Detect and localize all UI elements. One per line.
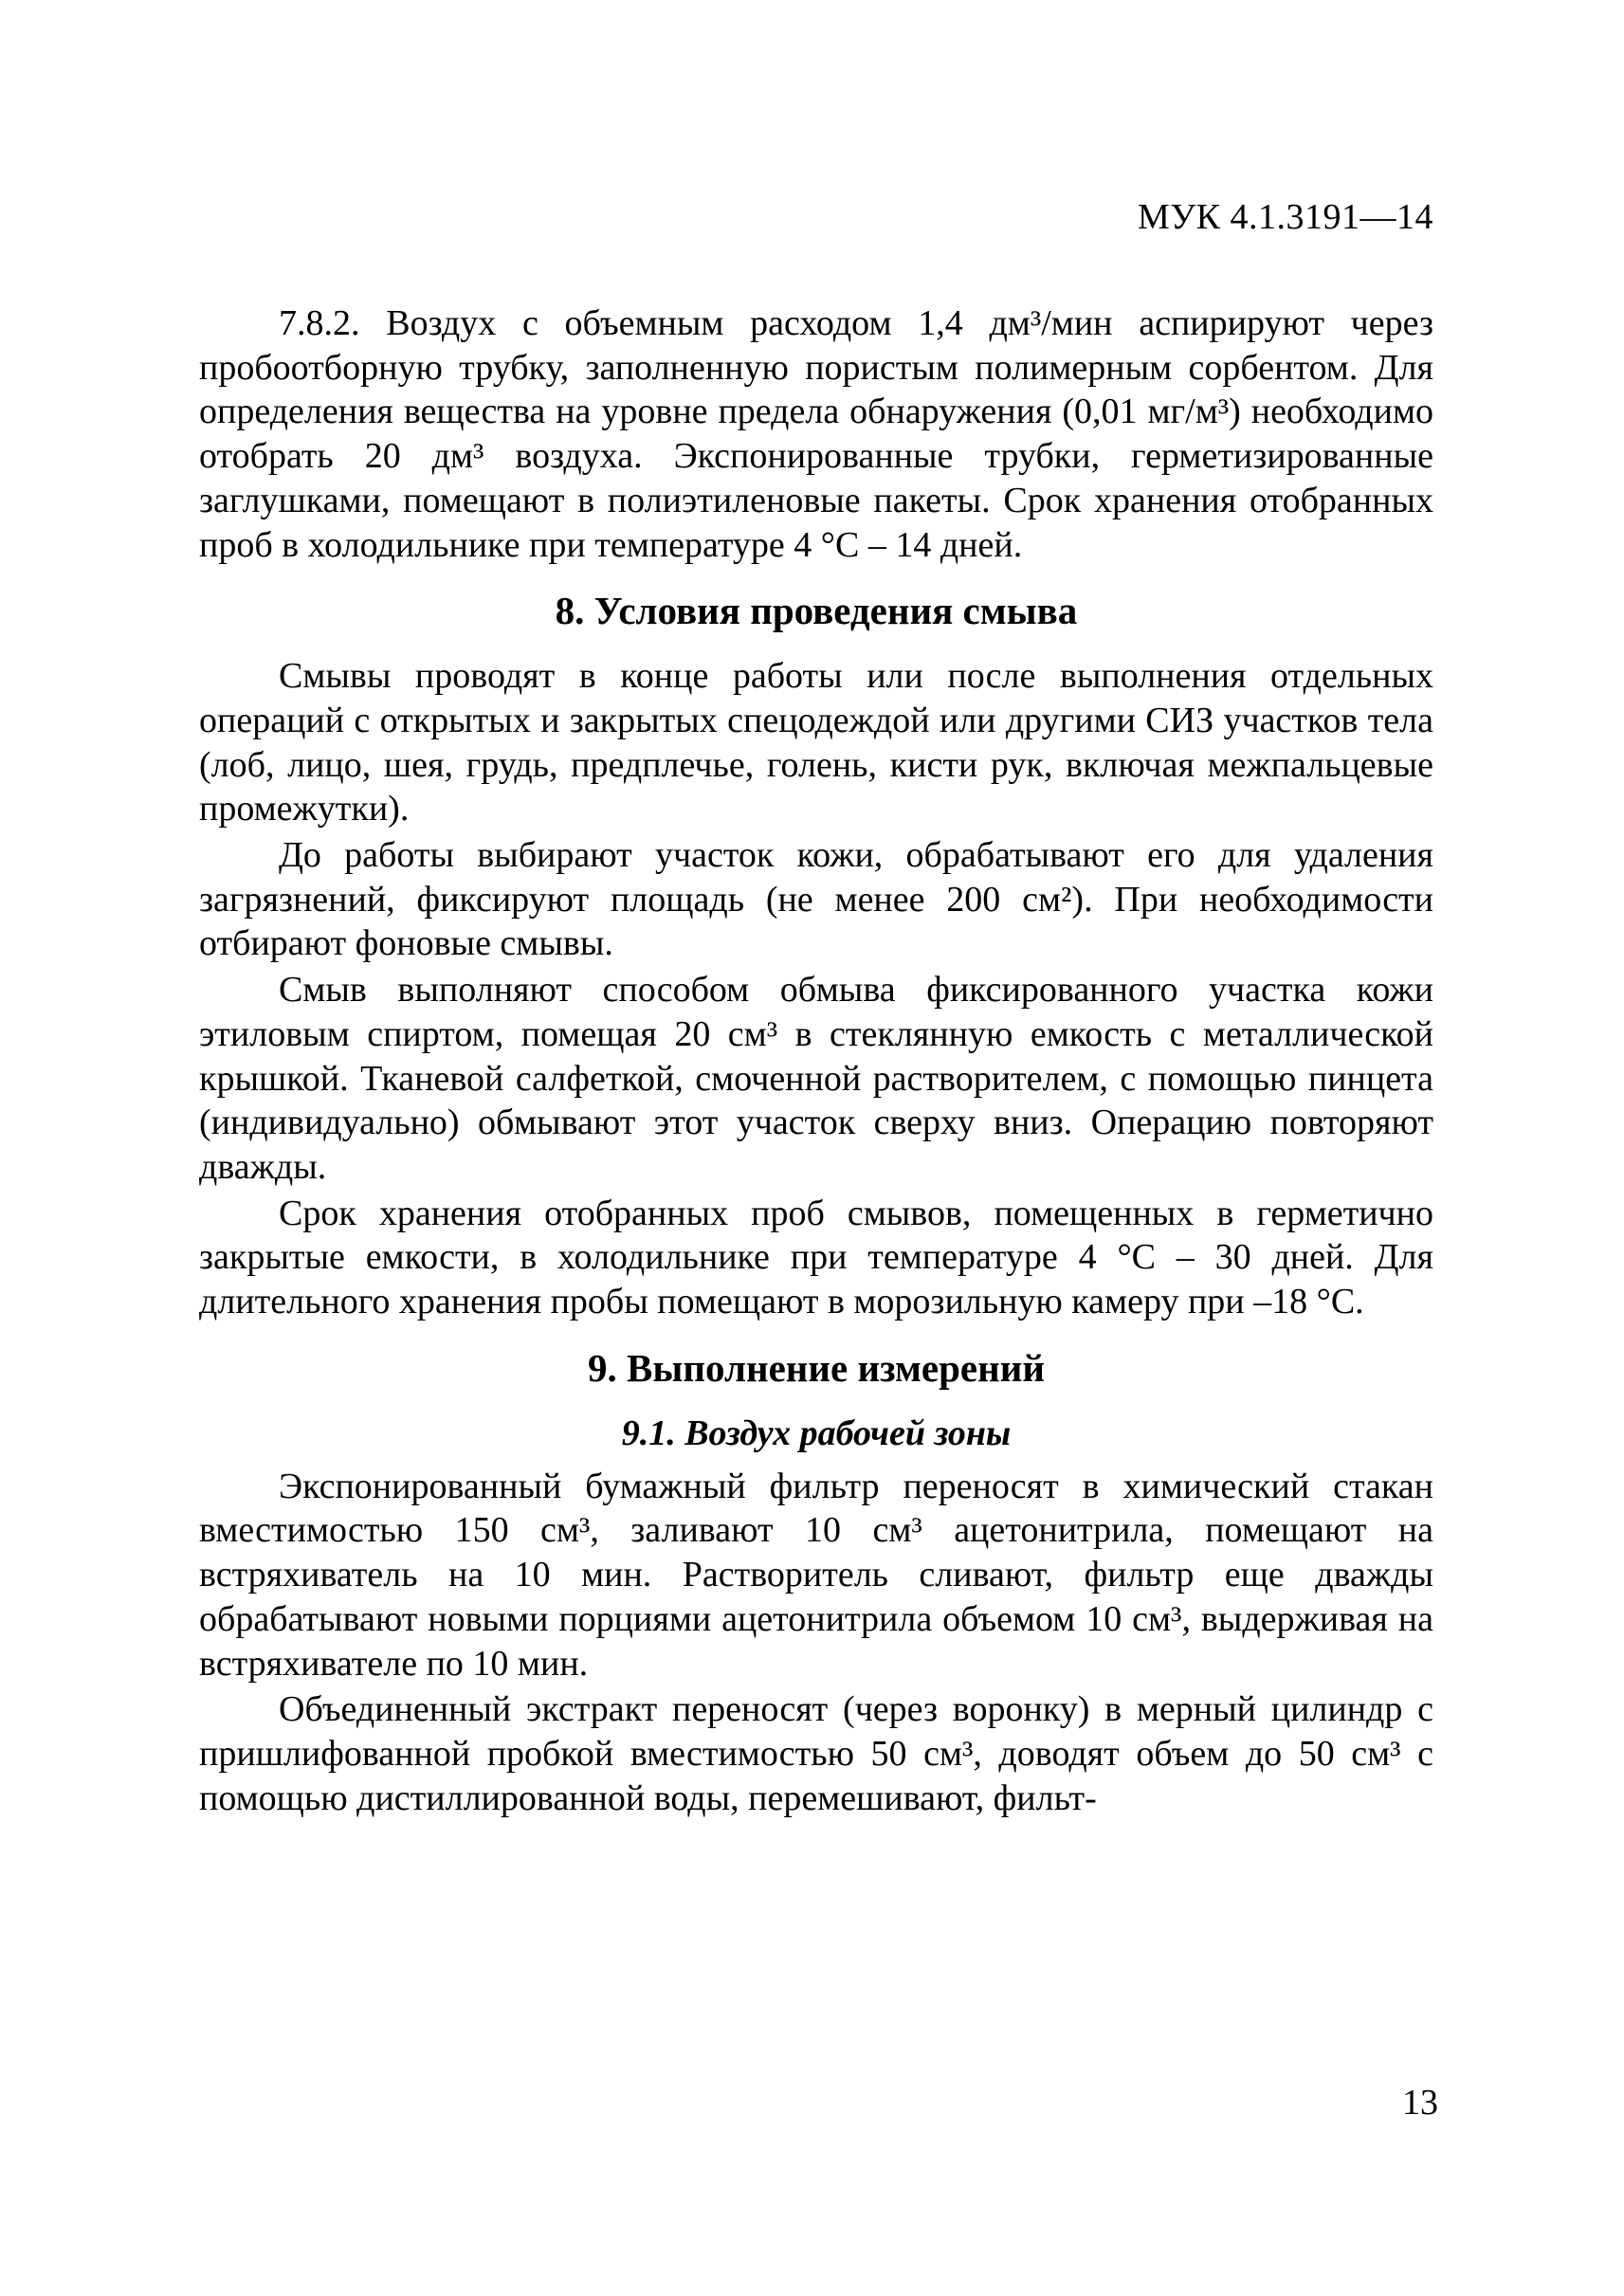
subsection-9-1-title: 9.1. Воздух рабочей зоны [621,1412,1012,1453]
section-9-1-paragraph-2: Объединенный экстракт переносят (через воронку) в мерный цилиндр с пришлифованной пробкой вместимостью 50 см³, доводят объем до 50 см³ с помощью дистиллированной воды, перемешивают, фильт- [199,1689,1433,1818]
section-9-title: 9. Выполнение измерений [588,1345,1045,1390]
section-8-title: 8. Условия проведения смыва [555,589,1078,633]
document-body [199,301,1433,1820]
section-8-paragraph-1: Смывы проводят в конце работы или после выполнения отдельных операций с открытых и закрытых спецодеждой или другими СИЗ участков тела (лоб, лицо, шея, грудь, предплечье, голень, кисти рук, включая межпальцевые промежутки). [199,656,1433,829]
section-8-paragraph-2: До работы выбирают участок кожи, обрабатывают его для удаления загрязнений, фиксируют площадь (не менее 200 см²). При необходимости отбирают фоновые смывы. [199,835,1433,964]
section-9-1-paragraph-1: Экспонированный бумажный фильтр переносят в химический стакан вместимостью 150 см³, заливают 10 см³ ацетонитрила, помещают на встряхиватель на 10 мин. Растворитель сливают, фильтр еще дважды обрабатывают новыми порциями ацетонитрила объемом 10 см³, выдерживая на встряхивателе по 10 мин. [199,1466,1433,1684]
page-number: 13 [1402,2083,1438,2123]
section-8-paragraph-3: Смыв выполняют способом обмыва фиксированного участка кожи этиловым спиртом, помещая 20 см³ в стеклянную емкость с металлической крышкой. Тканевой салфеткой, смоченной растворителем, с помощью пинцета (индивидуально) обмывают этот участок сверху вниз. Операцию повторяют дважды. [199,970,1433,1187]
document-code-header: МУК 4.1.3191—14 [1137,197,1433,237]
section-8-paragraph-4: Срок хранения отобранных проб смывов, помещенных в герметично закрытые емкости, в холодильнике при температуре 4 °С – 30 дней. Для длительного хранения пробы помещают в морозильную камеру при –18 °С. [199,1193,1433,1322]
paragraph-7-8-2: 7.8.2. Воздух с объемным расходом 1,4 дм³/мин аспирируют через пробоотборную трубку, заполненную пористым полимерным сорбентом. Для определения вещества на уровне предела обнаружения (0,01 мг/м³) необходимо отобрать 20 дм³ воздуха. Экспонированные трубки, герметизированные заглушками, помещают в полиэтиленовые пакеты. Срок хранения отобранных проб в холодильнике при температуре 4 °С – 14 дней. [199,303,1433,565]
